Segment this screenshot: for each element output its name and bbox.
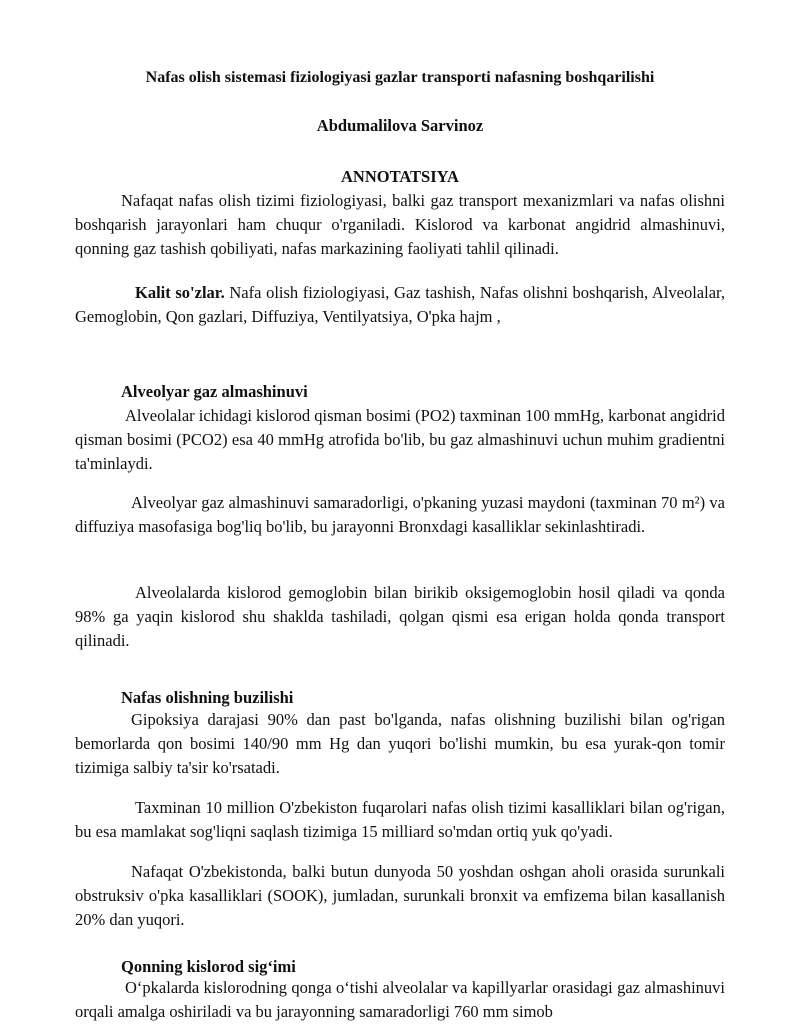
section-paragraph: Alveolalarda kislorod gemoglobin bilan birikib oksigemoglobin hosil qiladi va qonda 98% ga yaqin kislorod shu shaklda tashiladi, qolgan qismi esa erigan holda qonda transport qilinadi.	[75, 583, 725, 650]
author-name: Abdumalilova Sarvinoz	[316, 116, 484, 135]
section-paragraph: Alveolalar ichidagi kislorod qisman bosimi (PO2) taxminan 100 mmHg, karbonat angidrid qisman bosimi (PCO2) esa 40 mmHg atrofida bo'lib, bu gaz almashinuvi uchun muhim gradientni ta'minlaydi.	[75, 406, 725, 473]
annotation-paragraph: Nafaqat nafas olish tizimi fiziologiyasi, balki gaz transport mexanizmlari va nafas olishni boshqarish jarayonlari ham chuqur o'rganiladi. Kislorod va karbonat angidrid almashinuvi, qonning gaz tashish qobiliyati, nafas markazining faoliyati tahlil qilinadi.	[75, 191, 725, 258]
section-paragraph: Alveolyar gaz almashinuvi samaradorligi, o'pkaning yuzasi maydoni (taxminan 70 m²) va diffuziya masofasiga bog'liq bo'lib, bu jarayonni Bronxdagi kasalliklar sekinlashtiradi.	[75, 493, 725, 536]
section-paragraph: Gipoksiya darajasi 90% dan past bo'lganda, nafas olishning buzilishi bilan og'rigan bemorlarda qon bosimi 140/90 mm Hg dan yuqori bo'lishi mumkin, bu esa yurak-qon tomir tizimiga salbiy ta'sir ko'rsatadi.	[75, 710, 725, 777]
section-paragraph: Taxminan 10 million O'zbekiston fuqarolari nafas olish tizimi kasalliklari bilan og'rigan, bu esa mamlakat sog'liqni saqlash tizimiga 15 milliard so'mdan ortiq yuk qo'yadi.	[75, 798, 725, 841]
section-paragraph: Nafaqat O'zbekistonda, balki butun dunyoda 50 yoshdan oshgan aholi orasida surunkali obstruksiv o'pka kasalliklari (SOOK), jumladan, surunkali bronxit va emfizema bilan kasallanish 20% dan yuqori.	[75, 862, 725, 929]
keywords-text: Nafa olish fiziologiyasi, Gaz tashish, Nafas olishni boshqarish, Alveolalar, Gemoglobin, Qon gazlari, Diffuziya, Ventilyatsiya, O'pka hajm ,	[75, 283, 725, 326]
section-heading: Qonning kislorod sig‘imi	[121, 957, 296, 976]
section-heading: Nafas olishning buzilishi	[121, 688, 294, 707]
keywords-label: Kalit so'zlar.	[135, 283, 225, 302]
keywords-paragraph	[75, 281, 725, 329]
paper-title: Nafas olish sistemasi fiziologiyasi gazlar transporti nafasning boshqarilishi	[145, 69, 655, 86]
section-paragraph: O‘pkalarda kislorodning qonga o‘tishi alveolalar va kapillyarlar orasidagi gaz almashinuvi orqali amalga oshiriladi va bu jarayonning samaradorligi 760 mm simob	[75, 978, 725, 1021]
section-heading: Alveolyar gaz almashinuvi	[121, 382, 308, 401]
annotation-heading: ANNOTATSIYA	[341, 167, 459, 186]
